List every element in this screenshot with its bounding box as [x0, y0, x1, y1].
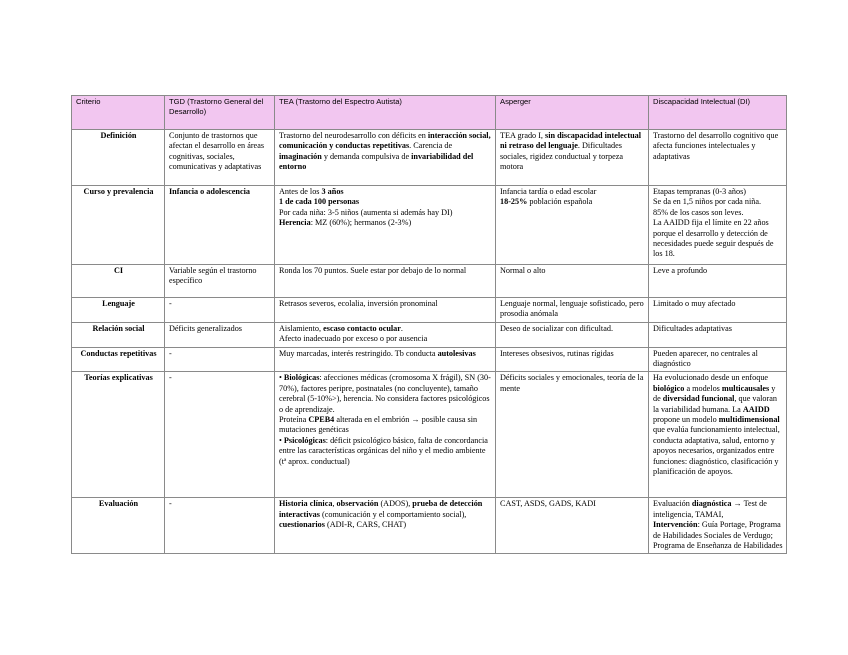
table-row	[72, 372, 787, 498]
criterio-cell: Teorías explicativas	[72, 372, 165, 498]
di-cell: Ha evolucionado desde un enfoque biológico a modelos multicausales y de diversidad funcional, que valoran la variabilidad humana. La AAIDD propone un modelo multidimensional que evalúa funcionamiento intelectual, conducta adaptativa, salud, entorno y apoyos necesarios, organizados entre funciones: diagnóstico, clasificación y planificación de apoyos.	[649, 372, 787, 498]
tgd-cell: -	[165, 372, 275, 498]
table-row	[72, 186, 787, 265]
tgd-cell: Déficits generalizados	[165, 322, 275, 347]
header-di: Discapacidad Intelectual (DI)	[649, 96, 787, 130]
di-cell: Pueden aparecer, no centrales al diagnóstico	[649, 347, 787, 372]
table-row	[72, 347, 787, 372]
tea-cell: Ronda los 70 puntos. Suele estar por debajo de lo normal	[275, 265, 496, 298]
asperger-cell: Infancia tardía o edad escolar 18-25% población española	[496, 186, 649, 265]
asperger-cell: Intereses obsesivos, rutinas rígidas	[496, 347, 649, 372]
tea-cell: Retrasos severos, ecolalia, inversión pronominal	[275, 298, 496, 323]
header-tea: TEA (Trastorno del Espectro Autista)	[275, 96, 496, 130]
table-row	[72, 265, 787, 298]
asperger-cell: Deseo de socializar con dificultad.	[496, 322, 649, 347]
tgd-cell: Variable según el trastorno específico	[165, 265, 275, 298]
di-cell: Dificultades adaptativas	[649, 322, 787, 347]
di-cell: Leve a profundo	[649, 265, 787, 298]
di-cell: Etapas tempranas (0-3 años) Se da en 1,5 niños por cada niña. 85% de los casos son leves. La AAIDD fija el límite en 22 años porque el desarrollo y detección de necesidades puede seguir después de los 18.	[649, 186, 787, 265]
tea-cell: Historia clínica, observación (ADOS), prueba de detección interactivas (comunicación y el comportamiento social), cuestionarios (ADI-R, CARS, CHAT)	[275, 498, 496, 554]
table-row	[72, 322, 787, 347]
di-cell: Limitado o muy afectado	[649, 298, 787, 323]
table-row	[72, 498, 787, 554]
asperger-cell: Déficits sociales y emocionales, teoría de la mente	[496, 372, 649, 498]
tgd-cell: -	[165, 347, 275, 372]
header-criterio: Criterio	[72, 96, 165, 130]
tgd-cell: -	[165, 498, 275, 554]
criterio-cell: Curso y prevalencia	[72, 186, 165, 265]
criterio-cell: Definición	[72, 130, 165, 186]
header-asperger: Asperger	[496, 96, 649, 130]
table-body	[72, 130, 787, 554]
tea-cell: Trastorno del neurodesarrollo con déficits en interacción social, comunicación y conductas repetitivas. Carencia de imaginación y demanda compulsiva de invariabilidad del entorno	[275, 130, 496, 186]
tea-cell: Muy marcadas, interés restringido. Tb conducta autolesivas	[275, 347, 496, 372]
table-row	[72, 130, 787, 186]
tea-cell: Aislamiento, escaso contacto ocular. Afecto inadecuado por exceso o por ausencia	[275, 322, 496, 347]
asperger-cell: TEA grado I, sin discapacidad intelectual ni retraso del lenguaje. Dificultades sociales, rigidez conductual y torpeza motora	[496, 130, 649, 186]
header-tgd: TGD (Trastorno General del Desarrollo)	[165, 96, 275, 130]
tgd-cell: -	[165, 298, 275, 323]
tgd-cell: Infancia o adolescencia	[165, 186, 275, 265]
table-row	[72, 298, 787, 323]
tea-cell: • Biológicas: afecciones médicas (cromosoma X frágil), SN (30-70%), factores peripre, postnatales (no concluyente), tamaño cerebral (5-10%>), herencia. No considera factores psicológicos o de aprendizaje. Proteína CPEB4 alterada en el embrión → posible causa sin mutaciones genéticas • Psicológicas: déficit psicológico básico, falta de concordancia entre las características orgánicas del niño y el medio ambiente (tª aprox. conductual)	[275, 372, 496, 498]
criterio-cell: Lenguaje	[72, 298, 165, 323]
criterio-cell: CI	[72, 265, 165, 298]
criterio-cell: Evaluación	[72, 498, 165, 554]
table-header-row	[72, 96, 787, 130]
asperger-cell: CAST, ASDS, GADS, KADI	[496, 498, 649, 554]
criterio-cell: Conductas repetitivas	[72, 347, 165, 372]
tea-cell: Antes de los 3 años 1 de cada 100 personas Por cada niña: 3-5 niños (aumenta si además hay DI) Herencia: MZ (60%); hermanos (2-3%)	[275, 186, 496, 265]
asperger-cell: Lenguaje normal, lenguaje sofisticado, pero prosodia anómala	[496, 298, 649, 323]
tgd-cell: Conjunto de trastornos que afectan el desarrollo en áreas cognitivas, sociales, comunicativas y adaptativas	[165, 130, 275, 186]
criterio-cell: Relación social	[72, 322, 165, 347]
di-cell: Evaluación diagnóstica → Test de inteligencia, TAMAI, Intervención: Guía Portage, Programa de Habilidades Sociales de Verdugo; Programa de Enseñanza de Habilidades	[649, 498, 787, 554]
comparison-table	[71, 95, 787, 554]
di-cell: Trastorno del desarrollo cognitivo que afecta funciones intelectuales y adaptativas	[649, 130, 787, 186]
asperger-cell: Normal o alto	[496, 265, 649, 298]
